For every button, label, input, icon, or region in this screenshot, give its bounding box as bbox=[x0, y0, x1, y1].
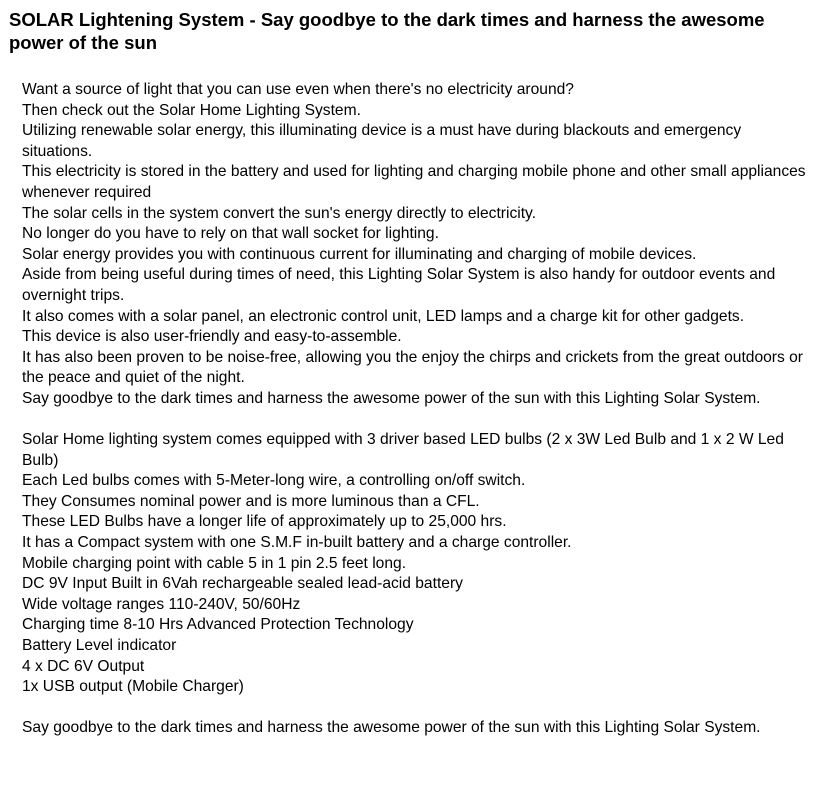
paragraph-line: Want a source of light that you can use even when there's no electricity around? bbox=[22, 81, 574, 98]
feature-line: Each Led bulbs comes with 5-Meter-long wire, a controlling on/off switch. bbox=[22, 472, 526, 490]
paragraph-line: The solar cells in the system convert the sun's energy directly to electricity. bbox=[22, 204, 537, 222]
feature-line: 4 x DC 6V Output bbox=[22, 657, 145, 675]
section-spacer bbox=[22, 698, 812, 719]
feature-line: Battery Level indicator bbox=[22, 637, 177, 655]
feature-line: Wide voltage ranges 110-240V, 50/60Hz bbox=[22, 595, 301, 613]
page-title: SOLAR Lightening System - Say goodbye to the dark times and harness the awesome power of the sun bbox=[9, 9, 765, 53]
section-spacer bbox=[22, 410, 812, 431]
paragraph-line: This device is also user-friendly and easy-to-assemble. bbox=[22, 328, 402, 346]
paragraph-line: Say goodbye to the dark times and harness the awesome power of the sun with this Lighting Solar System. bbox=[22, 389, 761, 407]
feature-line: They Consumes nominal power and is more luminous than a CFL. bbox=[22, 492, 480, 510]
feature-line: DC 9V Input Built in 6Vah rechargeable sealed lead-acid battery bbox=[22, 575, 463, 593]
paragraph-line: Then check out the Solar Home Lighting System. bbox=[22, 101, 361, 119]
paragraph-line: Utilizing renewable solar energy, this illuminating device is a must have during blackouts and emergency situations. bbox=[22, 122, 742, 160]
paragraph-line: Solar energy provides you with continuous current for illuminating and charging of mobile devices. bbox=[22, 245, 697, 263]
paragraph-line: This electricity is stored in the battery and used for lighting and charging mobile phone and other small appliances whenever required bbox=[22, 163, 806, 201]
paragraph-line: It also comes with a solar panel, an electronic control unit, LED lamps and a charge kit for other gadgets. bbox=[22, 307, 745, 325]
feature-line: These LED Bulbs have a longer life of approximately up to 25,000 hrs. bbox=[22, 513, 507, 531]
feature-line: 1x USB output (Mobile Charger) bbox=[22, 678, 244, 696]
feature-line: Mobile charging point with cable 5 in 1 pin 2.5 feet long. bbox=[22, 554, 407, 572]
paragraph-line: No longer do you have to rely on that wall socket for lighting. bbox=[22, 225, 439, 243]
feature-line: It has a Compact system with one S.M.F in-built battery and a charge controller. bbox=[22, 534, 572, 552]
closing-line: Say goodbye to the dark times and harness the awesome power of the sun with this Lighting Solar System. bbox=[22, 719, 761, 737]
description-body bbox=[22, 80, 812, 739]
paragraph-line: It has also been proven to be noise-free, allowing you the enjoy the chirps and crickets from the great outdoors or the peace and quiet of the night. bbox=[22, 348, 803, 387]
feature-line: Charging time 8-10 Hrs Advanced Protection Technology bbox=[22, 616, 414, 634]
feature-line: Solar Home lighting system comes equipped with 3 driver based LED bulbs (2 x 3W Led Bulb and 1 x 2 W Led Bulb) bbox=[22, 431, 784, 469]
paragraph-line: Aside from being useful during times of need, this Lighting Solar System is also handy for outdoor events and overnight trips. bbox=[22, 266, 776, 304]
